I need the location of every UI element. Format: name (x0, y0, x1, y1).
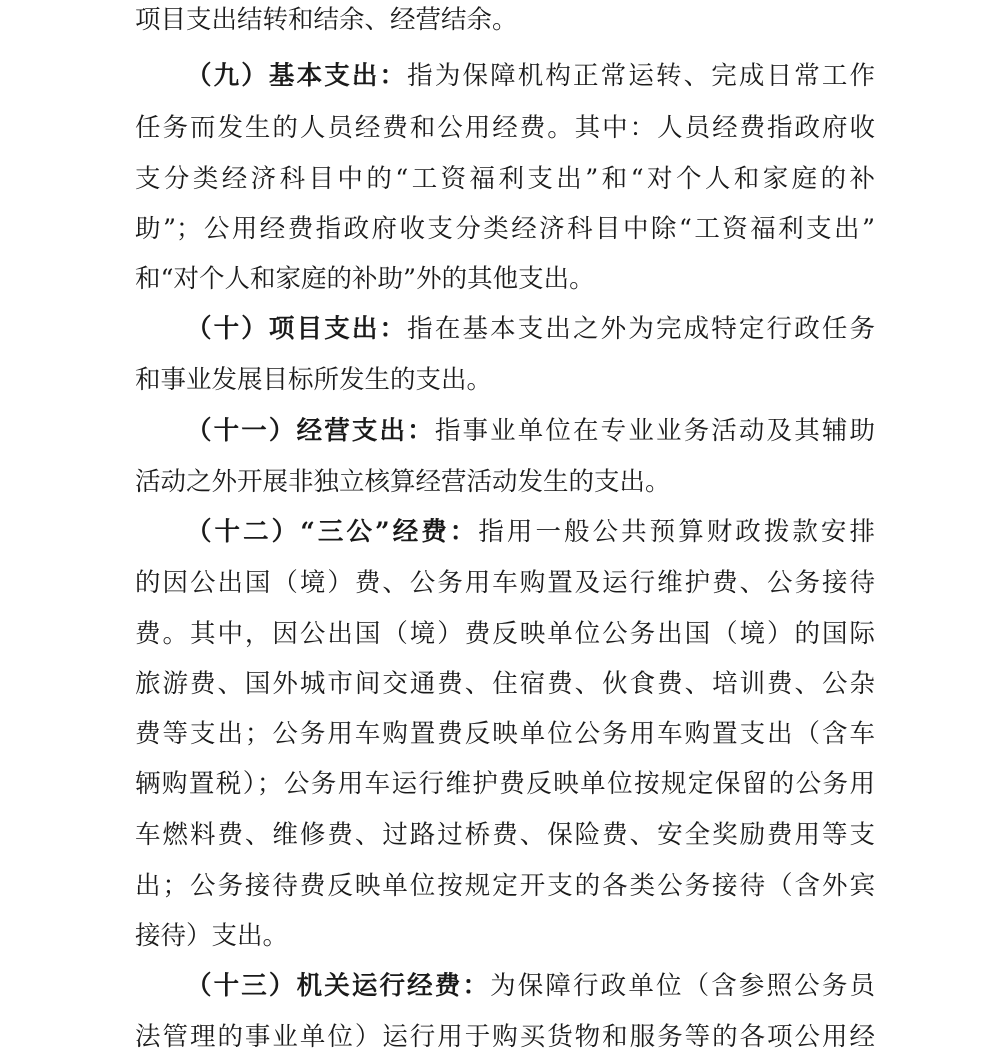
paragraph-line (135, 767, 875, 801)
section-heading: （九）基本支出： (186, 61, 408, 91)
paragraph-line (135, 566, 875, 600)
line-text: 支分类经济科目中的“工资福利支出”和“对个人和家庭的补 (135, 164, 875, 194)
line-text: 出；公务接待费反映单位按规定开支的各类公务接待（含外宾 (135, 871, 875, 901)
paragraph-line (186, 414, 875, 448)
section-heading: （十二）“三公”经费： (186, 517, 479, 547)
paragraph-line (186, 312, 875, 346)
line-text: 的因公出国（境）费、公务用车购置及运行维护费、公务接待 (135, 568, 875, 598)
line-text: 任务而发生的人员经费和公用经费。其中：人员经费指政府收 (135, 113, 875, 143)
section-heading: （十）项目支出： (186, 314, 408, 344)
paragraph-line (135, 617, 875, 651)
paragraph-line (135, 919, 875, 953)
line-text: 助”；公用经费指政府收支分类经济科目中除“工资福利支出” (135, 214, 875, 244)
line-text: 旅游费、国外城市间交通费、住宿费、伙食费、培训费、公杂 (135, 669, 875, 699)
paragraph-line (135, 869, 875, 903)
line-text: 指事业单位在专业业务活动及其辅助 (434, 416, 875, 446)
paragraph-line (135, 111, 875, 145)
line-text: 项目支出结转和结余、经营结余。 (135, 5, 518, 35)
paragraph-line (135, 262, 875, 296)
paragraph-line (135, 212, 875, 246)
paragraph-line (135, 667, 875, 701)
line-text: 法管理的事业单位）运行用于购买货物和服务等的各项公用经 (135, 1022, 875, 1052)
line-text: 费。其中，因公出国（境）费反映单位公务出国（境）的国际 (135, 619, 875, 649)
paragraph-line (186, 969, 875, 1003)
section-heading: （十一）经营支出： (186, 416, 435, 446)
paragraph-line (186, 515, 875, 549)
line-text: 和“对个人和家庭的补助”外的其他支出。 (135, 264, 595, 294)
line-text: 活动之外开展非独立核算经营活动发生的支出。 (135, 467, 671, 497)
paragraph-line (186, 59, 875, 93)
line-text: 和事业发展目标所发生的支出。 (135, 365, 493, 395)
line-text: 为保障行政单位（含参照公务员 (490, 971, 875, 1001)
line-text: 车燃料费、维修费、过路过桥费、保险费、安全奖励费用等支 (135, 820, 875, 850)
line-text: 指在基本支出之外为完成特定行政任务 (407, 314, 875, 344)
section-heading: （十三）机关运行经费： (186, 971, 491, 1001)
paragraph-line (135, 162, 875, 196)
line-text: 辆购置税）；公务用车运行维护费反映单位按规定保留的公务用 (135, 769, 875, 799)
paragraph-line (135, 1020, 875, 1054)
paragraph-line (135, 3, 875, 37)
line-text: 费等支出；公务用车购置费反映单位公务用车购置支出（含车 (135, 719, 875, 749)
line-text: 接待）支出。 (135, 921, 289, 951)
paragraph-line (135, 363, 875, 397)
paragraph-line (135, 465, 875, 499)
line-text: 指用一般公共预算财政拨款安排 (478, 517, 875, 547)
paragraph-line (135, 818, 875, 852)
line-text: 指为保障机构正常运转、完成日常工作 (407, 61, 875, 91)
paragraph-line (135, 717, 875, 751)
